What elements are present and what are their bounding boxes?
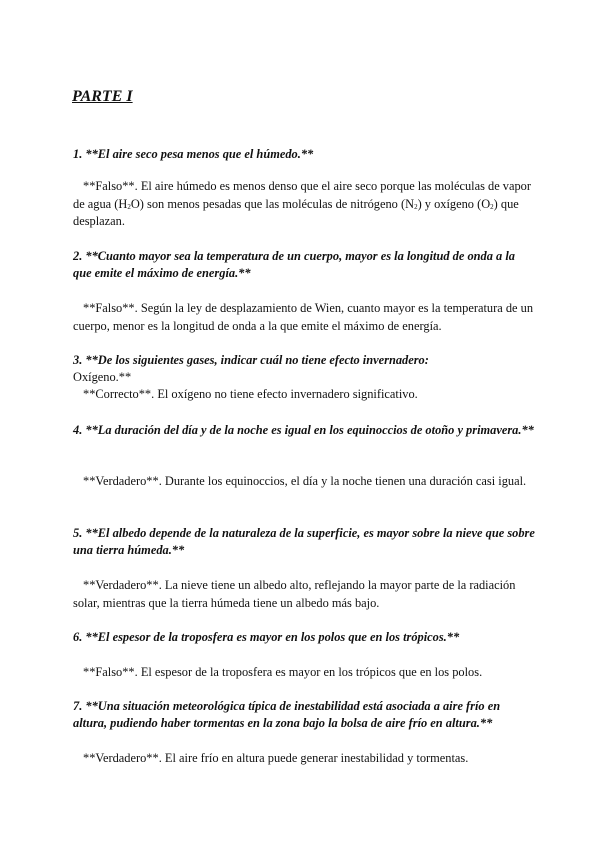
question-3: 3. **De los siguientes gases, indicar cuál no tiene efecto invernadero: [73,353,429,367]
answer-2-text: **Falso**. Según la ley de desplazamiento de Wien, cuanto mayor es la temperatura de un cuerpo, menor es la longitud de onda a la que emite el máximo de energía. [73,301,534,333]
question-7: 7. **Una situación meteorológica típica de inestabilidad está asociada a aire frío en altura, pudiendo haber tormentas en la zona bajo la bolsa de aire frío en altura.** [73,699,501,730]
answer-7-text: **Verdadero**. El aire frío en altura puede generar inestabilidad y tormentas. [83,751,469,765]
answer-1-sub-b: 2 [414,202,418,211]
answer-6-text: **Falso**. El espesor de la troposfera es mayor en los trópicos que en los polos. [83,665,483,679]
answer-4 [73,473,535,491]
question-6: 6. **El espesor de la troposfera es mayor en los polos que en los trópicos.** [73,630,460,644]
answer-2 [73,300,535,335]
section-title: PARTE I [72,88,133,105]
answer-7 [73,750,535,768]
question-1: 1. **El aire seco pesa menos que el húmedo.** [73,147,314,161]
answer-1-sub-a: 2 [127,202,131,211]
answer-5-text: **Verdadero**. La nieve tiene un albedo alto, reflejando la mayor parte de la radiación solar, mientras que la tierra húmeda tiene un albedo más bajo. [73,578,516,610]
answer-1-text-a: **Falso**. El aire húmedo es menos denso que el aire seco porque las moléculas de vapor de agua (H [73,179,531,211]
answer-1 [73,178,535,231]
answer-1-sub-c: 2 [490,202,494,211]
answer-3-text: **Correcto**. El oxígeno no tiene efecto invernadero significativo. [83,387,418,401]
answer-1-text-b: O) son menos pesadas que las moléculas de nitrógeno (N [130,196,415,211]
answer-4-text: **Verdadero**. Durante los equinoccios, el día y la noche tienen una duración casi igual. [83,474,527,488]
answer-3 [73,386,535,404]
answer-1-text-d: ) que desplazan. [73,196,519,228]
answer-1-text-c: ) y oxígeno (O [417,196,491,211]
question-4: 4. **La duración del día y de la noche es igual en los equinoccios de otoño y primavera.** [73,423,534,437]
answer-6 [73,664,535,682]
question-2: 2. **Cuanto mayor sea la temperatura de un cuerpo, mayor es la longitud de onda a la que emite el máximo de energía.** [73,249,515,280]
question-5: 5. **El albedo depende de la naturaleza de la superficie, es mayor sobre la nieve que sobre una tierra húmeda.** [73,526,535,557]
question-3-continuation: Oxígeno.** [73,370,132,384]
answer-5 [73,577,535,612]
